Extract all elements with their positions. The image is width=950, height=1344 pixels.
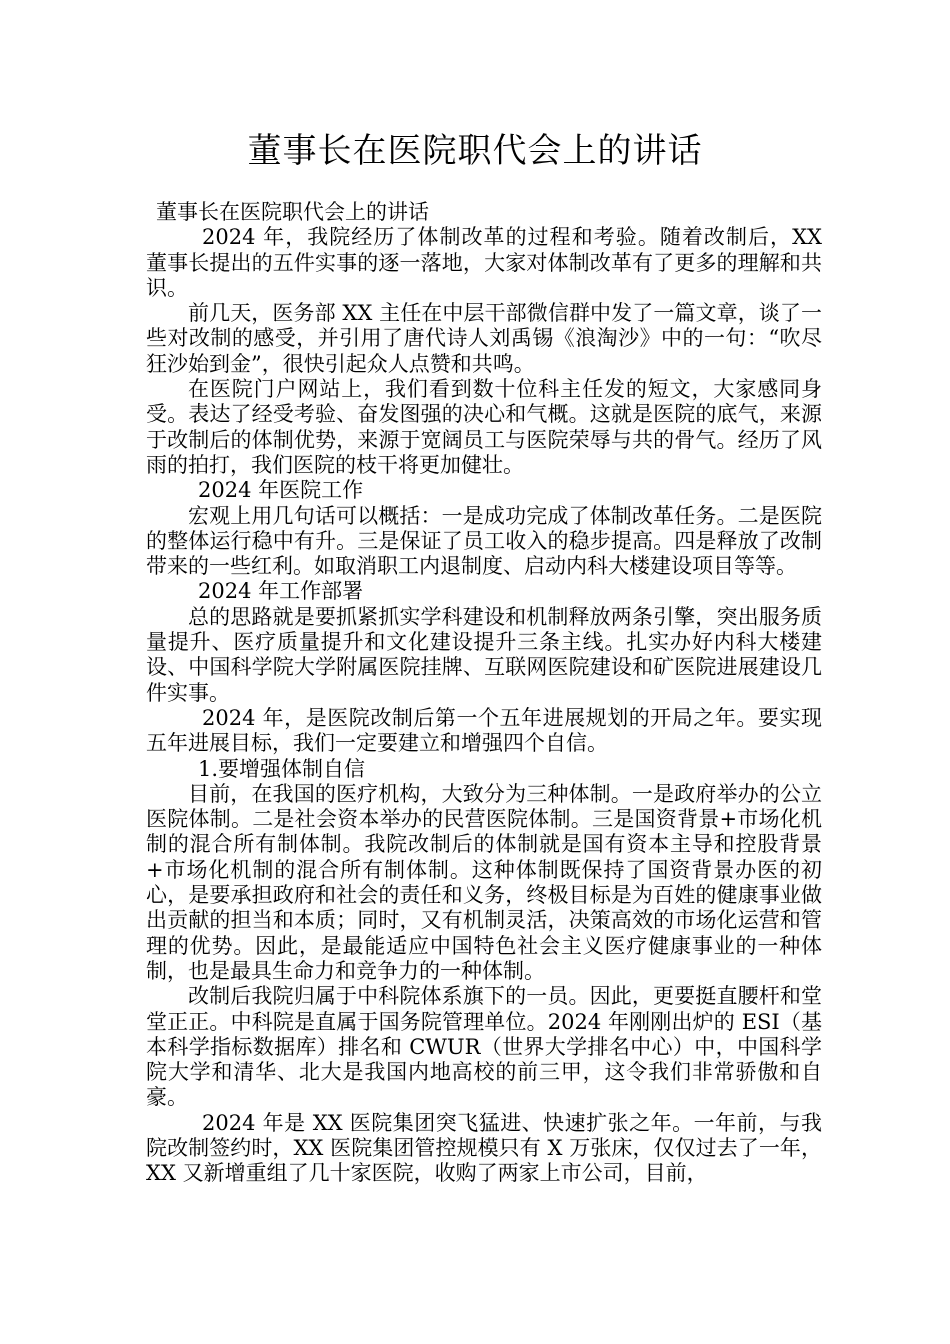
- paragraph: 改制后我院归属于中科院体系旗下的一员。因此，更要挺直腰杆和堂堂正正。中科院是直属于国务院管理单位。2024 年刚刚出炉的 ESI（基本科学指标数据库）排名和 CWUR（世界大学排名中心）中，中国科学院大学和清华、北大是我国内地高校的前三甲，这令我们非常骄傲和自豪。: [146, 984, 822, 1110]
- section-heading: 1.要增强体制自信: [198, 756, 366, 781]
- paragraph: 在医院门户网站上，我们看到数十位科主任发的短文，大家感同身受。表达了经受考验、奋发图强的决心和气概。这就是医院的底气，来源于改制后的体制优势，来源于宽阔员工与医院荣辱与共的骨气。经历了风雨的拍打，我们医院的枝干将更加健壮。: [146, 377, 822, 477]
- paragraph: 2024 年是 XX 医院集团突飞猛进、快速扩张之年。一年前，与我院改制签约时，XX 医院集团管控规模只有 X 万张床，仅仅过去了一年，XX 又新增重组了几十家医院，收购了两家上市公司，目前，: [146, 1110, 822, 1186]
- paragraph: 2024 年，我院经历了体制改革的过程和考验。随着改制后，XX 董事长提出的五件实事的逐一落地，大家对体制改革有了更多的理解和共识。: [146, 225, 822, 300]
- paragraph: 宏观上用几句话可以概括：一是成功完成了体制改革任务。二是医院的整体运行稳中有升。三是保证了员工收入的稳步提高。四是释放了改制带来的一些红利。如取消职工内退制度、启动内科大楼建设项目等等。: [146, 503, 822, 579]
- paragraph: 总的思路就是要抓紧抓实学科建设和机制释放两条引擎，突出服务质量提升、医疗质量提升和文化建设提升三条主线。扎实办好内科大楼建设、中国科学院大学附属医院挂牌、互联网医院建设和矿医院进展建设几件实事。: [146, 604, 822, 705]
- document-body: [146, 200, 822, 1187]
- section-heading: 2024 年工作部署: [198, 579, 364, 604]
- paragraph: 前几天，医务部 XX 主任在中层干部微信群中发了一篇文章，谈了一些对改制的感受，并引用了唐代诗人刘禹锡《浪淘沙》中的一句：“吹尽狂沙始到金”，很快引起众人点赞和共鸣。: [146, 301, 822, 376]
- document-subtitle: 董事长在医院职代会上的讲话: [156, 200, 429, 224]
- paragraph: 2024 年，是医院改制后第一个五年进展规划的开局之年。要实现五年进展目标，我们一定要建立和增强四个自信。: [146, 705, 822, 756]
- section-heading: 2024 年医院工作: [198, 478, 364, 503]
- document-title: 董事长在医院职代会上的讲话: [247, 131, 703, 171]
- paragraph: 目前，在我国的医疗机构，大致分为三种体制。一是政府举办的公立医院体制。二是社会资本举办的民营医院体制。三是国资背景+市场化机制的混合所有制体制。我院改制后的体制就是国有资本主导和控股背景+市场化机制的混合所有制体制。这种体制既保持了国资背景办医的初心，是要承担政府和社会的责任和义务，终极目标是为百姓的健康事业做出贡献的担当和本质；同时，又有机制灵活，决策高效的市场化运营和管理的优势。因此，是最能适应中国特色社会主义医疗健康事业的一种体制，也是最具生命力和竞争力的一种体制。: [146, 781, 822, 983]
